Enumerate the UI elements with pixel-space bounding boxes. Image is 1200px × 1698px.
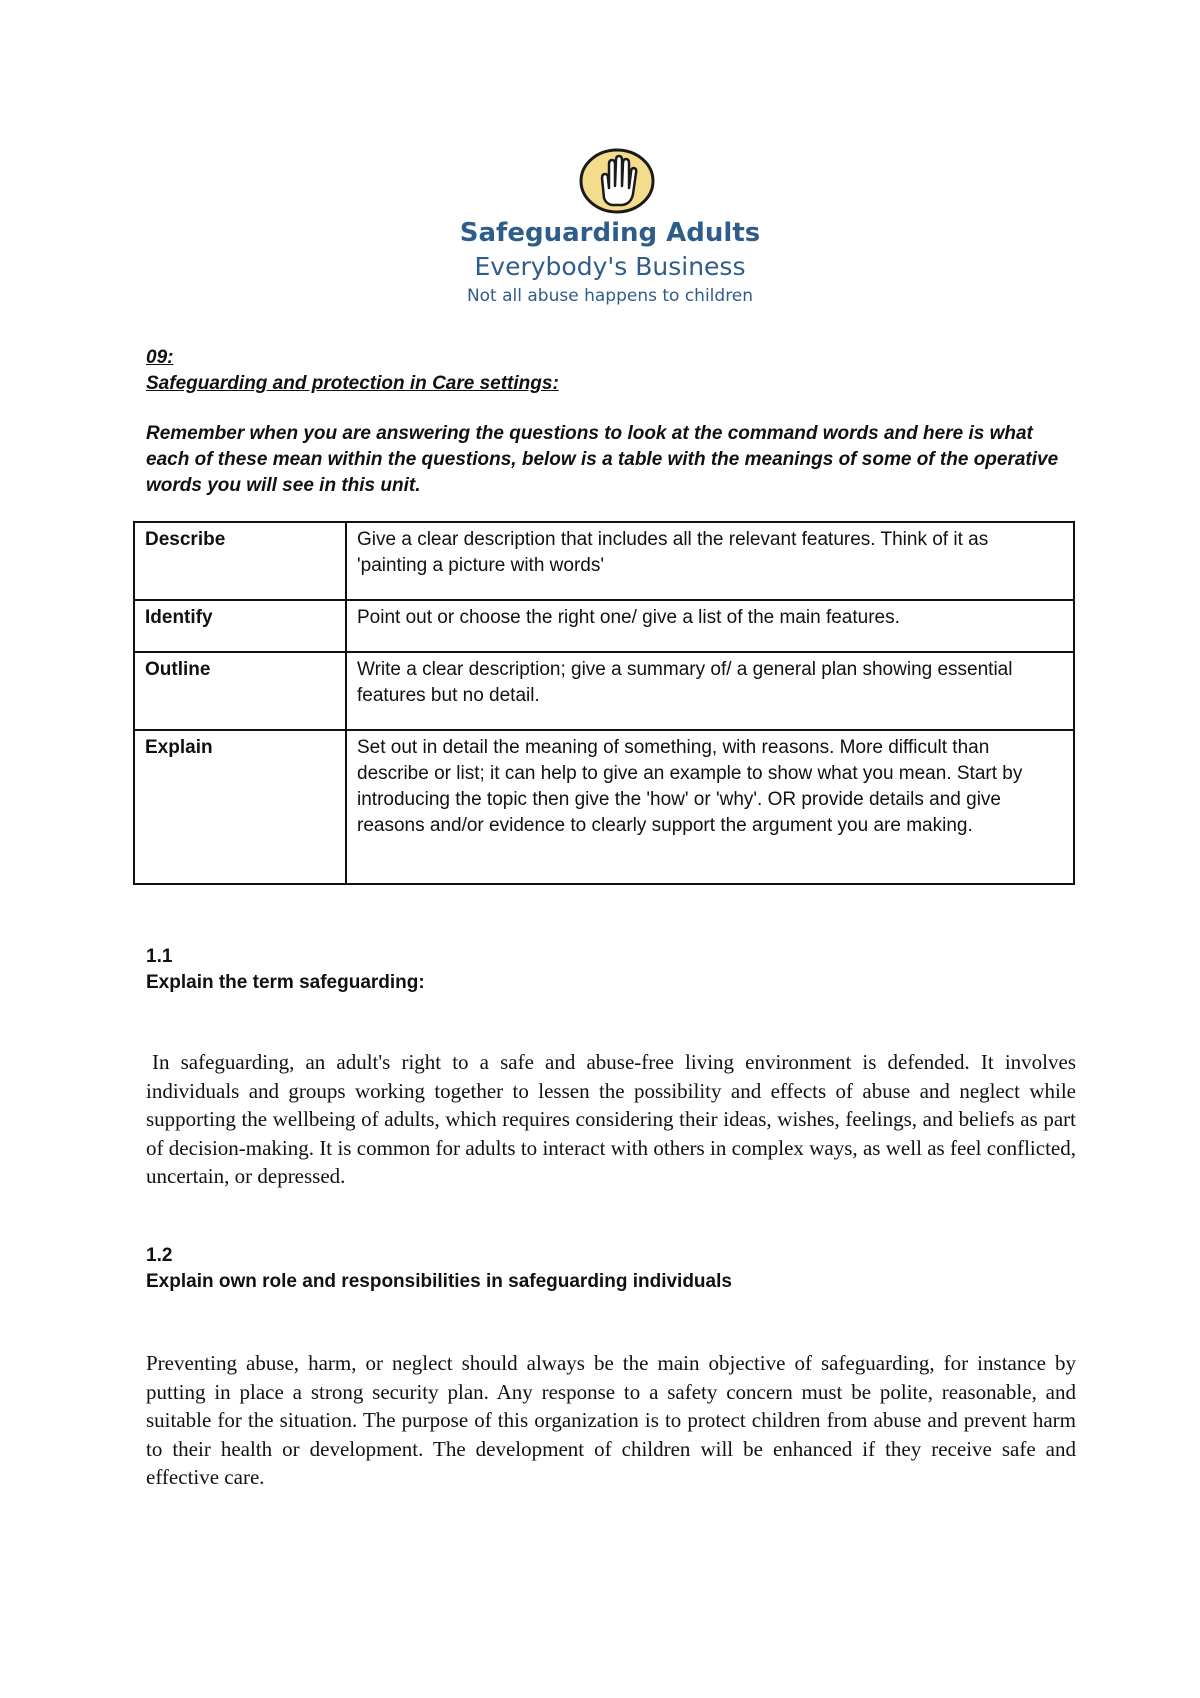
section-number: 1.1 (146, 946, 173, 967)
term-cell: Describe (134, 522, 346, 600)
section-1-1 (146, 944, 1076, 1191)
meaning-cell: Give a clear description that includes all the relevant features. Think of it as 'painting a picture with words' (346, 522, 1074, 600)
section-answer: In safeguarding, an adult's right to a safe and abuse-free living environment is defended. It involves individuals and groups working together to lessen the possibility and effects of abuse and neglect while supporting the wellbeing of adults, which requires considering their ideas, wishes, feelings, and beliefs as part of decision-making. It is common for adults to interact with others in complex ways, as well as feel conflicted, uncertain, or depressed. (146, 1050, 1076, 1188)
meaning-cell: Set out in detail the meaning of something, with reasons. More difficult than describe or list; it can help to give an example to show what you mean. Start by introducing the topic then give the 'how' or 'why'. OR provide details and give reasons and/or evidence to clearly support the argument you are making. (346, 730, 1074, 884)
safeguarding-logo (430, 148, 790, 318)
term-cell: Outline (134, 652, 346, 730)
unit-number: 09: (146, 347, 174, 368)
term-cell: Explain (134, 730, 346, 884)
command-words-table (133, 521, 1075, 885)
table-row (134, 600, 1074, 652)
unit-heading (146, 345, 1076, 499)
meaning-cell: Write a clear description; give a summary of/ a general plan showing essential features but no detail. (346, 652, 1074, 730)
section-answer: Preventing abuse, harm, or neglect should always be the main objective of safeguarding, for instance by putting in place a strong security plan. Any response to a safety concern must be polite, reasonable, and suitable for the situation. The purpose of this organization is to protect children from abuse and prevent harm to their health or development. The development of children will be enhanced if they receive safe and effective care. (146, 1351, 1076, 1489)
logo-title: Safeguarding Adults (459, 218, 761, 248)
section-question: Explain the term safeguarding: (146, 972, 425, 993)
table-row (134, 522, 1074, 600)
logo-tagline: Not all abuse happens to children (466, 286, 754, 306)
meaning-cell: Point out or choose the right one/ give a list of the main features. (346, 600, 1074, 652)
section-1-2 (146, 1243, 1076, 1492)
term-cell: Identify (134, 600, 346, 652)
unit-intro: Remember when you are answering the questions to look at the command words and here is what each of these mean within the questions, below is a table with the meanings of some of the operative words you will see in this unit. (146, 423, 1059, 496)
hand-icon (578, 148, 656, 214)
unit-title: Safeguarding and protection in Care settings: (146, 373, 559, 394)
logo-subtitle: Everybody's Business (474, 252, 746, 281)
section-number: 1.2 (146, 1245, 173, 1266)
table-row (134, 652, 1074, 730)
section-question: Explain own role and responsibilities in safeguarding individuals (146, 1271, 732, 1292)
table-row (134, 730, 1074, 884)
